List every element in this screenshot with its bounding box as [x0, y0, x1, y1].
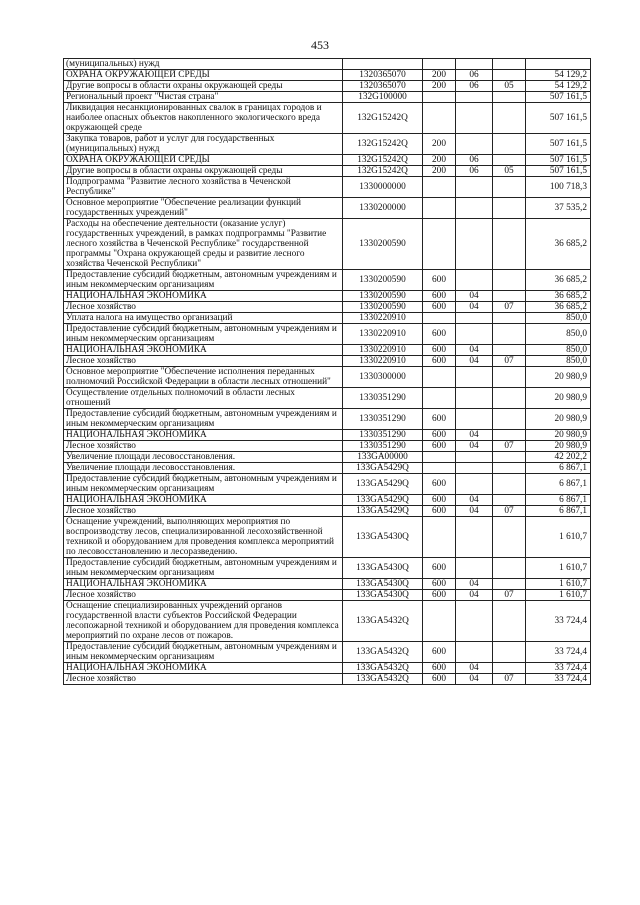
item-name-cell: Лесное хозяйство: [64, 441, 343, 452]
target-code-cell: 132G100000: [343, 92, 423, 103]
expense-type-cell: [423, 219, 456, 270]
expense-type-cell: 600: [423, 495, 456, 506]
item-name-cell: Другие вопросы в области охраны окружающей среды: [64, 81, 343, 92]
section-cell: [456, 452, 493, 463]
section-cell: [456, 558, 493, 579]
item-name-cell: Предоставление субсидий бюджетным, автономным учреждениям и иным некоммерческим организациям: [64, 270, 343, 291]
item-name-cell: Предоставление субсидий бюджетным, автономным учреждениям и иным некоммерческим организациям: [64, 474, 343, 495]
subsection-cell: [493, 70, 526, 81]
section-cell: [456, 59, 493, 70]
amount-cell: [526, 59, 591, 70]
subsection-cell: [493, 452, 526, 463]
item-name-cell: Подпрограмма "Развитие лесного хозяйства в Чеченской Республике": [64, 177, 343, 198]
target-code-cell: 133GA5430Q: [343, 590, 423, 601]
subsection-cell: [493, 155, 526, 166]
section-cell: [456, 324, 493, 345]
target-code-cell: 132G15242Q: [343, 134, 423, 155]
subsection-cell: [493, 409, 526, 430]
amount-cell: 42 202,2: [526, 452, 591, 463]
item-name-cell: Основное мероприятие "Обеспечение исполнения переданных полномочий Российской Федерации в области лесных отношений": [64, 367, 343, 388]
target-code-cell: 1330220910: [343, 324, 423, 345]
section-cell: [456, 601, 493, 642]
target-code-cell: 1330351290: [343, 388, 423, 409]
amount-cell: 1 610,7: [526, 579, 591, 590]
expense-type-cell: 600: [423, 642, 456, 663]
table-row: [64, 388, 591, 409]
section-cell: 04: [456, 441, 493, 452]
table-row: [64, 70, 591, 81]
section-cell: [456, 642, 493, 663]
amount-cell: 54 129,2: [526, 81, 591, 92]
item-name-cell: Другие вопросы в области охраны окружающей среды: [64, 166, 343, 177]
amount-cell: 6 867,1: [526, 463, 591, 474]
target-code-cell: 133GA5429Q: [343, 463, 423, 474]
subsection-cell: [493, 198, 526, 219]
section-cell: [456, 367, 493, 388]
target-code-cell: 1330000000: [343, 177, 423, 198]
target-code-cell: 133GA5429Q: [343, 506, 423, 517]
table-row: [64, 409, 591, 430]
subsection-cell: [493, 92, 526, 103]
subsection-cell: [493, 270, 526, 291]
expense-type-cell: [423, 388, 456, 409]
target-code-cell: 1320365070: [343, 70, 423, 81]
section-cell: 04: [456, 356, 493, 367]
subsection-cell: [493, 219, 526, 270]
subsection-cell: [493, 601, 526, 642]
table-row: [64, 177, 591, 198]
item-name-cell: НАЦИОНАЛЬНАЯ ЭКОНОМИКА: [64, 430, 343, 441]
target-code-cell: [343, 59, 423, 70]
amount-cell: 20 980,9: [526, 430, 591, 441]
table-row: [64, 601, 591, 642]
expense-type-cell: [423, 367, 456, 388]
subsection-cell: [493, 579, 526, 590]
amount-cell: 850,0: [526, 313, 591, 324]
expense-type-cell: [423, 59, 456, 70]
expense-type-cell: 200: [423, 70, 456, 81]
subsection-cell: [493, 642, 526, 663]
target-code-cell: 1330200590: [343, 302, 423, 313]
target-code-cell: 133GA5432Q: [343, 642, 423, 663]
amount-cell: 20 980,9: [526, 367, 591, 388]
target-code-cell: 1330220910: [343, 356, 423, 367]
section-cell: 04: [456, 590, 493, 601]
item-name-cell: Предоставление субсидий бюджетным, автономным учреждениям и иным некоммерческим организациям: [64, 558, 343, 579]
subsection-cell: [493, 463, 526, 474]
table-row: [64, 463, 591, 474]
item-name-cell: ОХРАНА ОКРУЖАЮЩЕЙ СРЕДЫ: [64, 155, 343, 166]
expense-type-cell: 200: [423, 81, 456, 92]
table-row: [64, 219, 591, 270]
table-row: [64, 495, 591, 506]
item-name-cell: НАЦИОНАЛЬНАЯ ЭКОНОМИКА: [64, 345, 343, 356]
item-name-cell: Предоставление субсидий бюджетным, автономным учреждениям и иным некоммерческим организациям: [64, 324, 343, 345]
amount-cell: 33 724,4: [526, 642, 591, 663]
section-cell: 04: [456, 291, 493, 302]
item-name-cell: (муниципальных) нужд: [64, 59, 343, 70]
item-name-cell: Увеличение площади лесовосстановления.: [64, 463, 343, 474]
amount-cell: 20 980,9: [526, 441, 591, 452]
target-code-cell: 133GA5430Q: [343, 517, 423, 558]
item-name-cell: Лесное хозяйство: [64, 506, 343, 517]
expense-type-cell: [423, 103, 456, 134]
expense-type-cell: 600: [423, 441, 456, 452]
table-row: [64, 313, 591, 324]
section-cell: [456, 409, 493, 430]
section-cell: [456, 474, 493, 495]
amount-cell: 33 724,4: [526, 601, 591, 642]
target-code-cell: 1330200590: [343, 270, 423, 291]
expense-type-cell: [423, 463, 456, 474]
amount-cell: 33 724,4: [526, 663, 591, 674]
expense-type-cell: 600: [423, 356, 456, 367]
expense-type-cell: 600: [423, 270, 456, 291]
section-cell: 04: [456, 345, 493, 356]
amount-cell: 36 685,2: [526, 270, 591, 291]
target-code-cell: 133GA00000: [343, 452, 423, 463]
subsection-cell: [493, 517, 526, 558]
expense-type-cell: [423, 313, 456, 324]
target-code-cell: 1330351290: [343, 409, 423, 430]
amount-cell: 850,0: [526, 324, 591, 345]
amount-cell: 6 867,1: [526, 506, 591, 517]
section-cell: 04: [456, 674, 493, 685]
section-cell: 04: [456, 495, 493, 506]
section-cell: [456, 103, 493, 134]
section-cell: [456, 134, 493, 155]
item-name-cell: Оснащение специализированных учреждений органов государственной власти субъектов Российской Федерации лесопожарной техникой и оборудованием для проведения комплекса мероприятий по охране лесов от пожаров.: [64, 601, 343, 642]
expense-type-cell: 600: [423, 590, 456, 601]
amount-cell: 54 129,2: [526, 70, 591, 81]
table-row: [64, 291, 591, 302]
subsection-cell: 07: [493, 506, 526, 517]
expense-type-cell: [423, 177, 456, 198]
subsection-cell: [493, 103, 526, 134]
amount-cell: 20 980,9: [526, 409, 591, 430]
item-name-cell: НАЦИОНАЛЬНАЯ ЭКОНОМИКА: [64, 495, 343, 506]
item-name-cell: Осуществление отдельных полномочий в области лесных отношений: [64, 388, 343, 409]
table-row: [64, 134, 591, 155]
expense-type-cell: [423, 517, 456, 558]
subsection-cell: 07: [493, 590, 526, 601]
amount-cell: 507 161,5: [526, 92, 591, 103]
item-name-cell: Лесное хозяйство: [64, 356, 343, 367]
amount-cell: 36 685,2: [526, 219, 591, 270]
expense-type-cell: 600: [423, 345, 456, 356]
expense-type-cell: 600: [423, 291, 456, 302]
amount-cell: 850,0: [526, 345, 591, 356]
expense-type-cell: 600: [423, 506, 456, 517]
target-code-cell: 133GA5432Q: [343, 674, 423, 685]
table-row: [64, 155, 591, 166]
expense-type-cell: 200: [423, 155, 456, 166]
amount-cell: 507 161,5: [526, 166, 591, 177]
subsection-cell: 07: [493, 356, 526, 367]
expense-type-cell: 600: [423, 474, 456, 495]
expense-type-cell: 600: [423, 663, 456, 674]
subsection-cell: [493, 495, 526, 506]
item-name-cell: Предоставление субсидий бюджетным, автономным учреждениям и иным некоммерческим организациям: [64, 409, 343, 430]
table-row: [64, 506, 591, 517]
subsection-cell: [493, 663, 526, 674]
table-row: [64, 474, 591, 495]
table-row: [64, 590, 591, 601]
target-code-cell: 1330200000: [343, 198, 423, 219]
target-code-cell: 132G15242Q: [343, 155, 423, 166]
target-code-cell: 1330200590: [343, 219, 423, 270]
section-cell: [456, 92, 493, 103]
section-cell: [456, 198, 493, 219]
target-code-cell: 132G15242Q: [343, 166, 423, 177]
section-cell: 04: [456, 663, 493, 674]
section-cell: 06: [456, 155, 493, 166]
subsection-cell: [493, 367, 526, 388]
amount-cell: 6 867,1: [526, 474, 591, 495]
subsection-cell: [493, 324, 526, 345]
expense-type-cell: 200: [423, 134, 456, 155]
table-row: [64, 558, 591, 579]
target-code-cell: 133GA5430Q: [343, 558, 423, 579]
target-code-cell: 1330300000: [343, 367, 423, 388]
item-name-cell: Ликвидация несанкционированных свалок в границах городов и наиболее опасных объектов накопленного экологического вреда окружающей среде: [64, 103, 343, 134]
table-row: [64, 166, 591, 177]
target-code-cell: 1330220910: [343, 313, 423, 324]
subsection-cell: [493, 558, 526, 579]
target-code-cell: 133GA5429Q: [343, 495, 423, 506]
item-name-cell: Основное мероприятие "Обеспечение реализации функций государственных учреждений": [64, 198, 343, 219]
section-cell: [456, 313, 493, 324]
section-cell: [456, 270, 493, 291]
subsection-cell: 07: [493, 674, 526, 685]
section-cell: 06: [456, 81, 493, 92]
item-name-cell: НАЦИОНАЛЬНАЯ ЭКОНОМИКА: [64, 663, 343, 674]
subsection-cell: 07: [493, 302, 526, 313]
section-cell: [456, 177, 493, 198]
target-code-cell: 1330220910: [343, 345, 423, 356]
subsection-cell: [493, 59, 526, 70]
expense-type-cell: 600: [423, 430, 456, 441]
section-cell: 04: [456, 430, 493, 441]
subsection-cell: [493, 388, 526, 409]
subsection-cell: [493, 474, 526, 495]
budget-table-body: [64, 59, 591, 685]
subsection-cell: [493, 313, 526, 324]
item-name-cell: Уплата налога на имущество организаций: [64, 313, 343, 324]
section-cell: [456, 219, 493, 270]
target-code-cell: 1330200590: [343, 291, 423, 302]
expense-type-cell: 600: [423, 558, 456, 579]
section-cell: [456, 517, 493, 558]
target-code-cell: 132G15242Q: [343, 103, 423, 134]
target-code-cell: 1320365070: [343, 81, 423, 92]
target-code-cell: 1330351290: [343, 430, 423, 441]
expense-type-cell: 600: [423, 579, 456, 590]
table-row: [64, 92, 591, 103]
page-number: 453: [311, 38, 329, 52]
table-row: [64, 430, 591, 441]
subsection-cell: 07: [493, 441, 526, 452]
expense-type-cell: 200: [423, 166, 456, 177]
amount-cell: 36 685,2: [526, 302, 591, 313]
item-name-cell: Региональный проект "Чистая страна": [64, 92, 343, 103]
table-row: [64, 324, 591, 345]
expense-type-cell: 600: [423, 674, 456, 685]
subsection-cell: [493, 291, 526, 302]
table-row: [64, 270, 591, 291]
section-cell: 04: [456, 506, 493, 517]
item-name-cell: Увеличение площади лесовосстановления.: [64, 452, 343, 463]
section-cell: 04: [456, 302, 493, 313]
table-row: [64, 356, 591, 367]
item-name-cell: ОХРАНА ОКРУЖАЮЩЕЙ СРЕДЫ: [64, 70, 343, 81]
table-row: [64, 674, 591, 685]
table-row: [64, 103, 591, 134]
amount-cell: 507 161,5: [526, 134, 591, 155]
expense-type-cell: [423, 92, 456, 103]
amount-cell: 1 610,7: [526, 517, 591, 558]
expense-type-cell: 600: [423, 409, 456, 430]
amount-cell: 33 724,4: [526, 674, 591, 685]
item-name-cell: Расходы на обеспечение деятельности (оказание услуг) государственных учреждений, в рамках подпрограммы "Развитие лесного хозяйства в Чеченской Республике" государственной программы "Охрана окружающей среды и развитие лесного хозяйства Чеченской Республики": [64, 219, 343, 270]
table-row: [64, 517, 591, 558]
section-cell: 06: [456, 166, 493, 177]
expense-type-cell: [423, 601, 456, 642]
table-row: [64, 452, 591, 463]
item-name-cell: Предоставление субсидий бюджетным, автономным учреждениям и иным некоммерческим организациям: [64, 642, 343, 663]
amount-cell: 1 610,7: [526, 558, 591, 579]
amount-cell: 507 161,5: [526, 155, 591, 166]
target-code-cell: 1330351290: [343, 441, 423, 452]
item-name-cell: НАЦИОНАЛЬНАЯ ЭКОНОМИКА: [64, 579, 343, 590]
table-row: [64, 441, 591, 452]
item-name-cell: Закупка товаров, работ и услуг для государственных (муниципальных) нужд: [64, 134, 343, 155]
amount-cell: 100 718,3: [526, 177, 591, 198]
table-row: [64, 198, 591, 219]
expense-type-cell: [423, 452, 456, 463]
section-cell: [456, 463, 493, 474]
amount-cell: 507 161,5: [526, 103, 591, 134]
item-name-cell: Оснащение учреждений, выполняющих мероприятия по воспроизводству лесов, специализированной лесохозяйственной техникой и оборудованием для проведения комплекса мероприятий по лесовосстановлению и лесоразведению.: [64, 517, 343, 558]
amount-cell: 36 685,2: [526, 291, 591, 302]
amount-cell: 850,0: [526, 356, 591, 367]
section-cell: [456, 388, 493, 409]
expense-type-cell: 600: [423, 302, 456, 313]
item-name-cell: Лесное хозяйство: [64, 302, 343, 313]
target-code-cell: 133GA5432Q: [343, 663, 423, 674]
subsection-cell: [493, 134, 526, 155]
table-row: [64, 81, 591, 92]
table-row: [64, 59, 591, 70]
amount-cell: 20 980,9: [526, 388, 591, 409]
table-row: [64, 579, 591, 590]
item-name-cell: НАЦИОНАЛЬНАЯ ЭКОНОМИКА: [64, 291, 343, 302]
subsection-cell: 05: [493, 166, 526, 177]
table-row: [64, 367, 591, 388]
table-row: [64, 663, 591, 674]
target-code-cell: 133GA5430Q: [343, 579, 423, 590]
target-code-cell: 133GA5432Q: [343, 601, 423, 642]
expense-type-cell: 600: [423, 324, 456, 345]
table-row: [64, 642, 591, 663]
item-name-cell: Лесное хозяйство: [64, 674, 343, 685]
expense-type-cell: [423, 198, 456, 219]
item-name-cell: Лесное хозяйство: [64, 590, 343, 601]
table-row: [64, 345, 591, 356]
target-code-cell: 133GA5429Q: [343, 474, 423, 495]
table-row: [64, 302, 591, 313]
amount-cell: 1 610,7: [526, 590, 591, 601]
subsection-cell: [493, 345, 526, 356]
amount-cell: 37 535,2: [526, 198, 591, 219]
budget-table: [63, 58, 591, 685]
subsection-cell: [493, 177, 526, 198]
subsection-cell: [493, 430, 526, 441]
section-cell: 04: [456, 579, 493, 590]
section-cell: 06: [456, 70, 493, 81]
subsection-cell: 05: [493, 81, 526, 92]
amount-cell: 6 867,1: [526, 495, 591, 506]
